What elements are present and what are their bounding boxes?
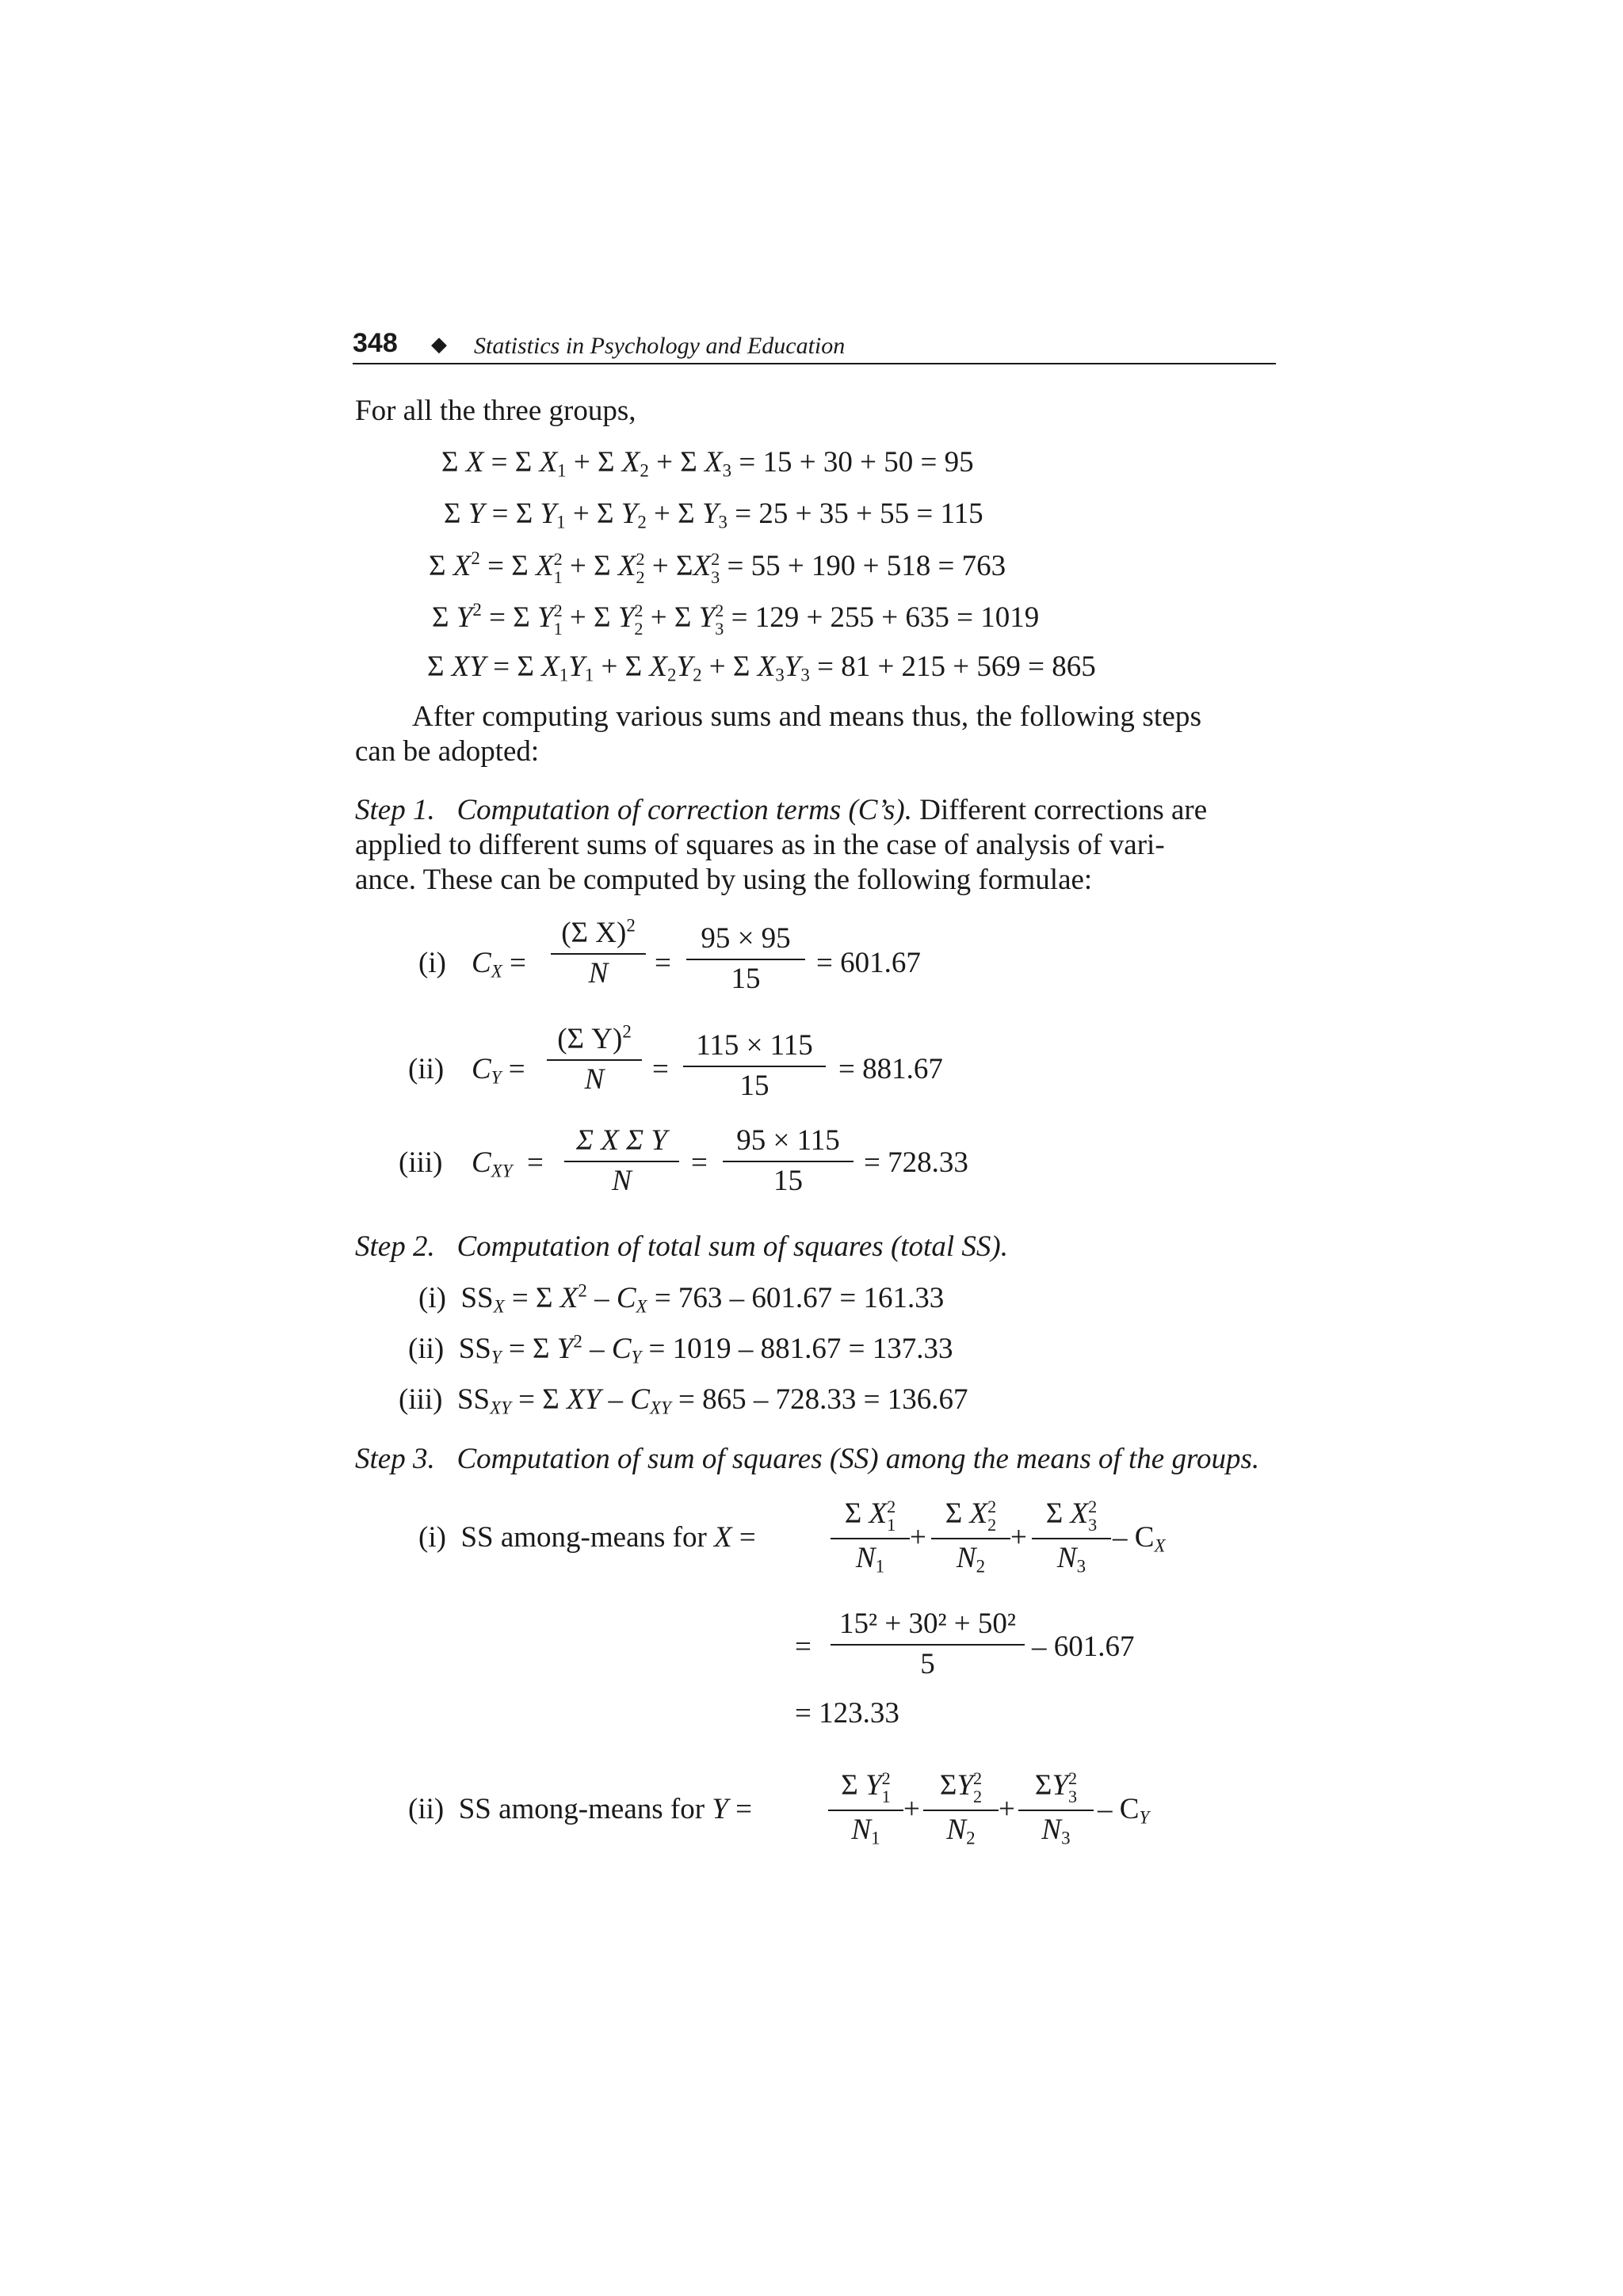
step3-item1-label: (i) SS among-means for X = [418, 1521, 756, 1554]
step1-title: Computation of correction terms (C’s). [456, 794, 912, 826]
step2-item2: (ii) $SS_Y = \Sigma$ $Y^2 - C_Y = 1019 - 881.67 = 137.33$ [408, 1331, 953, 1367]
step1-item3-lhs: $C_{XY}$ = [472, 1146, 544, 1181]
step3-item1-frac1: Σ X 2 1 $N_1$ [831, 1497, 910, 1574]
step1-line2: applied to different sums of squares as in the case of analysis of vari- [355, 829, 1165, 861]
step3-item2-label: (ii) SS among-means for Y = [408, 1793, 753, 1825]
step3-item2-tail: – $C_Y$ [1098, 1793, 1150, 1828]
step1-item3-number: (iii) [399, 1146, 443, 1179]
step1-item2-eq: = [652, 1053, 669, 1085]
sum-row-4-values: = 129 + 255 + 635 = 1019 [731, 601, 1040, 634]
step1-item1-eq: = [655, 947, 671, 979]
para1-line1: After computing various sums and means thus, the following steps [412, 700, 1202, 733]
step3-item1-line3: = 123.33 [795, 1697, 899, 1730]
sum-row-5: Σ XY = Σ $X_1Y_1 + \Sigma$ $X_2Y_2 + \Sigma$ $X_3Y_3 = 81 + 215 + 569 = 865$ [427, 650, 1096, 685]
step3-title: Computation of sum of squares (SS) among the means of the groups. [456, 1443, 1260, 1475]
step1-item2-frac2: 115 × 115 15 [683, 1030, 826, 1102]
step3-item2-plus2: + [999, 1793, 1015, 1825]
step1-line3: ance. These can be computed by using the following formulae: [355, 864, 1093, 896]
step1-item3-result: = 728.33 [864, 1146, 968, 1179]
step3-item1-frac2: Σ X 2 2 $N_2$ [931, 1497, 1010, 1574]
step3-item1-line2-tail: – 601.67 [1032, 1630, 1135, 1663]
step1-item1-lhs: $C_X$ = [472, 947, 526, 982]
sum-row-2-values: = 25 + 35 + 55 = 115 [735, 498, 983, 530]
intro-text: For all the three groups, [355, 395, 636, 427]
step1-heading [355, 795, 1207, 825]
step2-item3-values: = 865 – 728.33 = 136.67 [678, 1383, 968, 1416]
step2-item1-values: = 763 – 601.67 = 161.33 [654, 1282, 945, 1314]
step2-label: Step 2. [355, 1230, 435, 1263]
step1-item3-frac1: Σ X Σ Y N [564, 1125, 679, 1197]
step1-item1-frac2: 95 × 95 15 [686, 923, 805, 995]
step1-item1-result: = 601.67 [816, 947, 921, 979]
step1-item2-number: (ii) [408, 1053, 445, 1085]
sum-row-4: Σ $Y^2 = \Sigma$ Y 2 1 + Σ Y 2 2 + Σ Y 2 3 = 129 + 255 + 635 = 1019 [432, 600, 1040, 639]
para1-line2: can be adopted: [355, 735, 540, 768]
sum-row-2: Σ Y = Σ $Y_1 + \Sigma$ $Y_2 + \Sigma$ $Y_3 = 25 + 35 + 55 = 115$ [444, 498, 983, 532]
step3-item1-frac3: Σ X 2 3 $N_3$ [1032, 1497, 1111, 1574]
sum-row-5-values: = 81 + 215 + 569 = 865 [817, 650, 1096, 683]
step2-title: Computation of total sum of squares (total SS). [456, 1230, 1008, 1263]
diamond-icon: ◆ [431, 333, 447, 356]
step3-label: Step 3. [355, 1443, 435, 1475]
step3-item2-plus1: + [903, 1793, 920, 1825]
step3-item1-frac-line2: 15² + 30² + 50² 5 [831, 1608, 1025, 1680]
sum-row-3-values: = 55 + 190 + 518 = 763 [727, 549, 1006, 582]
step1-item3-frac2: 95 × 115 15 [723, 1125, 854, 1197]
step3-item1-plus2: + [1010, 1521, 1027, 1554]
page-number: 348 [353, 328, 398, 358]
step3-item2-frac1: Σ Y 2 1 $N_1$ [828, 1769, 903, 1846]
step1-item2-result: = 881.67 [838, 1053, 943, 1085]
step3-item1-plus1: + [910, 1521, 926, 1554]
step1-item1-number: (i) [418, 947, 446, 979]
step1-item2-frac1: (Σ Y)$^2$ N [547, 1024, 642, 1096]
step3-item2-frac2: ΣY 2 2 $N_2$ [923, 1769, 999, 1846]
step3-item1-eq2: = [795, 1630, 812, 1663]
sum-row-1-values: = 15 + 30 + 50 = 95 [739, 446, 974, 479]
sum-row-1: Σ X = Σ $X_1 + \Sigma$ $X_2 + \Sigma$ $X_3 = 15 + 30 + 50 = 95$ [441, 446, 974, 481]
step1-item3-eq: = [691, 1146, 708, 1179]
sum-row-3: Σ $X^2 = \Sigma$ X 2 1 + Σ X 2 2 + ΣX 2 3 = 55 + 190 + 518 = 763 [429, 548, 1006, 588]
step1-line1-rest: Different corrections are [919, 794, 1208, 826]
step3-item1-tail: – $C_X$ [1113, 1521, 1166, 1556]
step2-item1: (i) $SS_X = \Sigma$ $X^2 - C_X = 763 - 601.67 = 161.33$ [418, 1280, 945, 1317]
step1-item1-frac1: (Σ X)$^2$ N [551, 917, 646, 990]
step2-item3: (iii) $SS_{XY} = \Sigma$ XY – $C_{XY} = 865 - 728.33 = 136.67$ [399, 1383, 968, 1418]
step2-item2-values: = 1019 – 881.67 = 137.33 [648, 1333, 953, 1365]
step3-item2-frac3: ΣY 2 3 $N_3$ [1018, 1769, 1094, 1846]
step3-heading [355, 1444, 1259, 1474]
step1-label: Step 1. [355, 794, 435, 826]
step1-item2-lhs: $C_Y$ = [472, 1053, 525, 1088]
running-title: Statistics in Psychology and Education [474, 333, 846, 359]
header-rule [353, 363, 1276, 364]
step2-heading [355, 1232, 1008, 1261]
